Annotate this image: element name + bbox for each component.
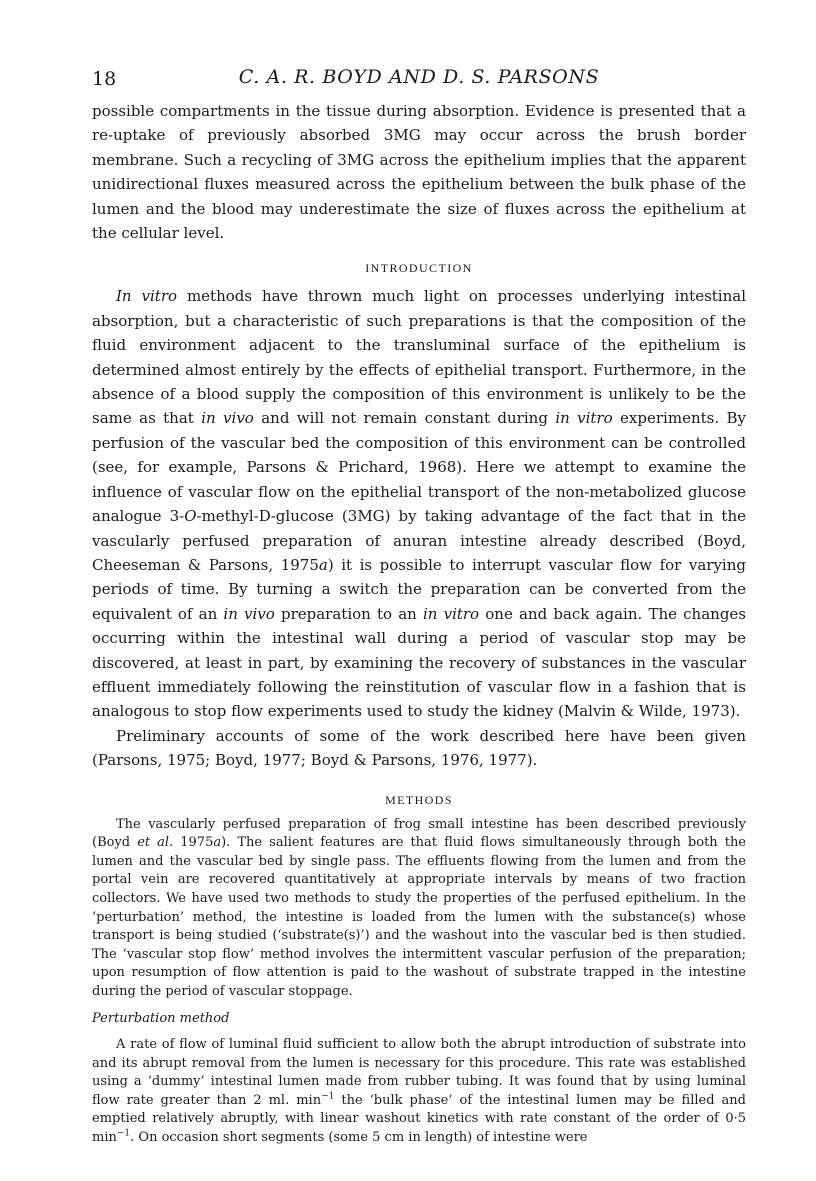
text-span: the ‘bulk phase’ of the intestinal lumen may be filled and emptied relatively abruptly, with linear washout kinetics with rate constant of the order of 0·5 min xyxy=(92,1092,746,1146)
text-span: 1975 xyxy=(173,835,214,851)
text-span: et al. xyxy=(137,835,174,851)
text-span: -glucose (3MG) by taking advantage of the fact that in the vascularly perfused preparation of anuran intestine already described (Boyd, Cheeseman & Parsons, 1975 xyxy=(92,507,746,574)
text-span: -methyl- xyxy=(196,507,259,526)
abstract-continuation: possible compartments in the tissue during absorption. Evidence is presented that a re-uptake of previously absorbed 3MG may occur across the brush border membrane. Such a recycling of 3MG across the epithelium implies that the apparent unidirectional fluxes measured across the epithelium between the bulk phase of the lumen and the blood may underestimate the size of fluxes across the epithelium at the cellular level. xyxy=(92,102,746,243)
text-span: In vitro xyxy=(116,287,178,306)
text-span: The vascularly perfused preparation of frog small intestine has been described previously (Boyd xyxy=(92,816,746,851)
text-span: experiments. By perfusion of the vascular bed the composition of this environment can be controlled (see, for example, Parsons & Prichard, 1968). Here we attempt to examine the influence of vascular flow on the epithelial transport of the non-metabolized glucose analogue 3- xyxy=(92,409,746,526)
text-span: a xyxy=(318,555,328,574)
text-span: O xyxy=(184,507,197,526)
text-span: A rate of flow of luminal fluid sufficient to allow both the abrupt introduction of substrate into and its abrupt removal from the lumen is necessary for this procedure. This rate was established using a ‘dummy’ intestinal lumen made from rubber tubing. It was found that by using luminal flow rate greater than 2 ml. min xyxy=(92,1037,746,1108)
text-span: a xyxy=(213,835,222,851)
superscript: −1 xyxy=(116,1128,131,1139)
text-span: in vitro xyxy=(422,604,480,623)
perturbation-method-subheading: Perturbation method xyxy=(92,1010,230,1026)
text-span: ) it is possible to interrupt vascular flow for varying periods of time. By turning a switch the preparation can be converted from the equivalent of an xyxy=(92,555,746,623)
running-header xyxy=(92,62,746,96)
text-span: . On occasion short segments (some 5 cm in length) of intestine were xyxy=(130,1130,588,1146)
text-span: and will not remain constant during xyxy=(253,409,556,428)
running-head-authors: C. A. R. BOYD AND D. S. PARSONS xyxy=(238,66,600,88)
introduction-paragraph-2: Preliminary accounts of some of the work described here have been given (Parsons, 1975; Boyd, 1977; Boyd & Parsons, 1976, 1977). xyxy=(92,726,746,770)
methods-heading: METHODS xyxy=(385,792,453,807)
text-span: in vivo xyxy=(201,409,254,428)
page xyxy=(92,62,746,1148)
text-span: in vitro xyxy=(555,409,613,428)
introduction-paragraph-1 xyxy=(92,284,746,723)
text-span: preparation to an xyxy=(274,604,423,623)
text-span: one and back again. The changes occurring within the intestinal wall during a period of vascular stop may be discovered, at least in part, by examining the recovery of substances in the vascular effluent immediately following the reinstitution of vascular flow in a fashion that is analogous to stop flow experiments used to study the kidney (Malvin & Wilde, 1973). xyxy=(92,604,746,721)
text-span: ). The salient features are that fluid flows simultaneously through both the lumen and the vascular bed by single pass. The effluents flowing from the lumen and from the portal vein are recovered quantitatively at appropriate intervals by means of two fraction collectors. We have used two methods to study the properties of the perfused epithelium. In the ‘perturbation’ method, the intestine is loaded from the lumen with the substance(s) whose transport is being studied (‘substrate(s)’) and the washout into the vascular bed is then studied. The ‘vascular stop flow’ method involves the intermittent vascular perfusion of the preparation; upon resumption of flow attention is paid to the washout of substrate trapped in the intestine during the period of vascular stoppage. xyxy=(92,835,747,999)
methods-paragraph-2 xyxy=(92,1036,746,1148)
text-span: in vivo xyxy=(223,604,275,623)
superscript: −1 xyxy=(321,1091,335,1102)
text-span: methods have thrown much light on processes underlying intestinal absorption, but a characteristic of such preparations is that the composition of the fluid environment adjacent to the transluminal surface of the epithelium is determined almost entirely by the effects of epithelial transport. Furthermore, in the absence of a blood supply the composition of this environment is unlikely to be the same as that xyxy=(92,287,746,428)
introduction-heading: INTRODUCTION xyxy=(365,261,473,276)
page-number: 18 xyxy=(92,68,117,90)
methods-paragraph-1 xyxy=(92,816,746,1002)
text-span: D xyxy=(258,507,271,526)
